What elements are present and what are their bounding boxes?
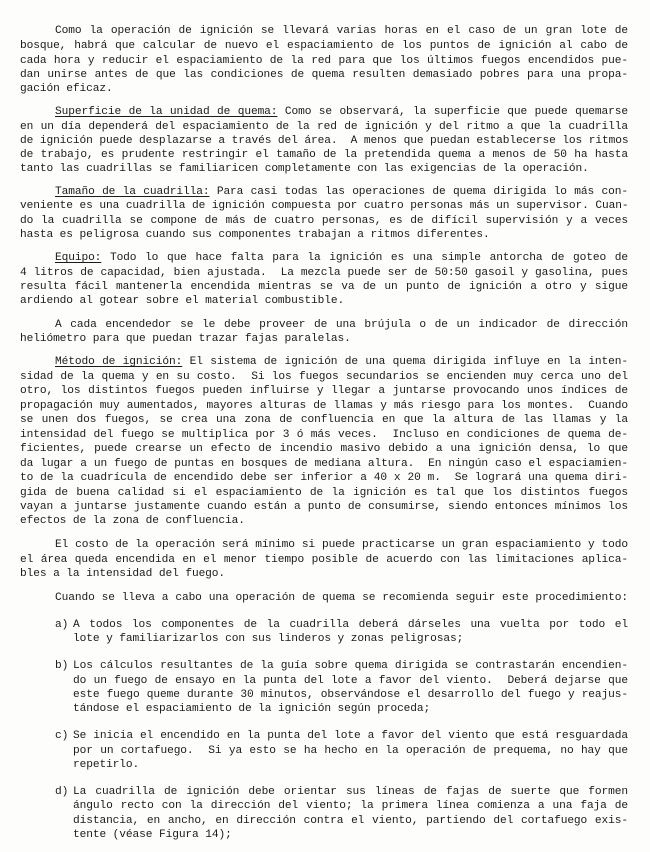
- text-line: ardiendo al gotear sobre el material combustible.: [20, 295, 345, 307]
- text-line: c) Se inicia el encendido en la punta del lote a favor del viento que está resguardada: [55, 730, 628, 742]
- section-heading: Método de ignición:: [55, 356, 183, 368]
- text-line: se unen dos fuegos, se crea una zona de confluencia en que la altura de las llamas y la: [20, 414, 628, 426]
- text-line: sidad de la quema y en su costo. Si los fuegos secundarios se encienden muy cerca uno del: [20, 371, 628, 383]
- text-line: Tamaño de la cuadrilla: Para casi todas las operaciones de quema dirigida lo más con-: [55, 186, 628, 198]
- text-line: por un cortafuego. Si ya esto se ha hecho en la operación de prequema, no hay que: [73, 745, 628, 757]
- text-line: heliómetro para que puedan trazar fajas paralelas.: [20, 333, 351, 345]
- text-line: to de la cuadrícula de encendido debe ser inferior a 40 x 20 m. Se logrará una quema diri-: [20, 472, 628, 484]
- text-line: este fuego queme durante 30 minutos, observándose el desarrollo del fuego y reajus-: [73, 689, 628, 701]
- text-line: a) A todos los componentes de la cuadrilla deberá dárseles una vuelta por todo el: [55, 619, 628, 631]
- text-line: ficientes, puede crearse un efecto de incendio masivo debido a una ignición densa, lo que: [20, 443, 628, 455]
- text-line: Equipo: Todo lo que hace falta para la ignición es una simple antorcha de goteo de: [55, 252, 628, 264]
- text-line: A cada encendedor se le debe proveer de una brújula o de un indicador de dirección: [55, 319, 628, 331]
- text-line: de trabajo, es prudente restringir el tamaño de la pretendida quema a menos de 50 ha hasta: [20, 149, 628, 161]
- text-line: tándose el espaciamiento de la ignición según proceda;: [73, 703, 431, 715]
- text-line: gida de buena calidad si el espaciamiento de la ignición es tal que los distintos fuegos: [20, 487, 628, 499]
- text-line: 4 litros de capacidad, bien ajustada. La mezcla puede ser de 50:50 gasoil y gasolina, pues: [20, 267, 628, 279]
- text-line: do un fuego de ensayo en la punta del lote a favor del viento. Deberá dejarse que: [73, 675, 628, 687]
- item-marker: a): [55, 619, 69, 631]
- item-marker: d): [55, 786, 69, 798]
- text-line: d) La cuadrilla de ignición debe orientar sus líneas de fajas de suerte que formen: [55, 786, 628, 798]
- item-marker: c): [55, 730, 69, 742]
- text-line: efectos de la zona de confluencia.: [20, 515, 245, 527]
- text-line: distancia, en ancho, en dirección contra el viento, partiendo del cortafuego exis-: [73, 815, 628, 827]
- section-heading: Equipo:: [55, 252, 102, 264]
- text-line: veniente es una cuadrilla de ignición compuesta por cuatro personas más un supervisor. Cuan-: [20, 200, 629, 212]
- text-line: resulta fácil mantenerla encendida mientras se va de un punto de ignición a otro y sigue: [20, 281, 628, 293]
- text-line: repetirlo.: [73, 759, 140, 771]
- text-line: cada hora y reducir el espaciamiento de la red para que los últimos fuegos encendidos pue-: [20, 55, 628, 67]
- text-line: en un día dependerá del espaciamiento de la red de ignición y del ritmo a que la cuadrilla: [20, 121, 628, 133]
- section-heading: Tamaño de la cuadrilla:: [55, 186, 210, 198]
- text-line: gación eficaz.: [20, 83, 113, 95]
- text-line: do la cuadrilla se compone de más de cuatro personas, es de difícil supervisión y a veces: [20, 215, 628, 227]
- text-line: Superficie de la unidad de quema: Como se observará, la superficie que puede quemarse: [55, 106, 628, 118]
- text-line: Como la operación de ignición se llevará varias horas en el caso de un gran lote de: [55, 25, 628, 37]
- item-marker: b): [55, 660, 69, 672]
- text-line: otro, los distintos fuegos pueden influirse y llegar a juntarse provocando unos índices de: [20, 385, 628, 397]
- text-line: dan unirse antes de que las condiciones de quema resulten demasiado pobres para una propa-: [20, 69, 628, 81]
- text-line: bosque, habrá que calcular de nuevo el espaciamiento de los puntos de ignición al cabo de: [20, 40, 628, 52]
- text-line: bles a la intensidad del fuego.: [20, 568, 226, 580]
- section-heading: Superficie de la unidad de quema:: [55, 106, 278, 118]
- text-line: ángulo recto con la dirección del viento; la primera línea comienza a una faja de: [73, 800, 628, 812]
- text-line: de ignición puede desplazarse a través del área. A menos que puedan establecerse los ritmos: [20, 135, 629, 147]
- text-line: tente (véase Figura 14);: [73, 829, 232, 841]
- text-line: Método de ignición: El sistema de ignición de una quema dirigida influye en la inten-: [55, 356, 628, 368]
- text-line: propagación muy aumentados, mayores alturas de llamas y más riesgo para los montes. Cuando: [20, 400, 628, 412]
- text-line: tanto las cuadrillas se familiaricen completamente con las exigencias de la operación.: [20, 163, 589, 175]
- text-line: da lugar a un fuego de puntas en bosques de mediana altura. En ningún caso el espaciamien-: [20, 458, 628, 470]
- text-line: Cuando se lleva a cabo una operación de quema se recomienda seguir este procedimiento:: [55, 592, 628, 604]
- text-line: intensidad del fuego se multiplica por 3 ó más veces. Incluso en condiciones de quema de-: [20, 429, 628, 441]
- text-line: b) Los cálculos resultantes de la guía sobre quema dirigida se contrastarán encendien-: [55, 660, 628, 672]
- text-line: lote y familiarizarlos con sus linderos y zonas peligrosas;: [73, 633, 464, 645]
- text-line: El costo de la operación será mínimo si puede practicarse un gran espaciamiento y todo: [55, 539, 628, 551]
- text-line: vayan a juntarse justamente cuando están a punto de consumirse, siendo entonces mínimos los: [20, 501, 628, 513]
- text-line: el área queda encendida en el menor tiempo posible de acuerdo con las limitaciones aplica-: [20, 554, 628, 566]
- text-line: hasta es peligrosa cuando sus componentes trabajan a ritmos diferentes.: [20, 229, 490, 241]
